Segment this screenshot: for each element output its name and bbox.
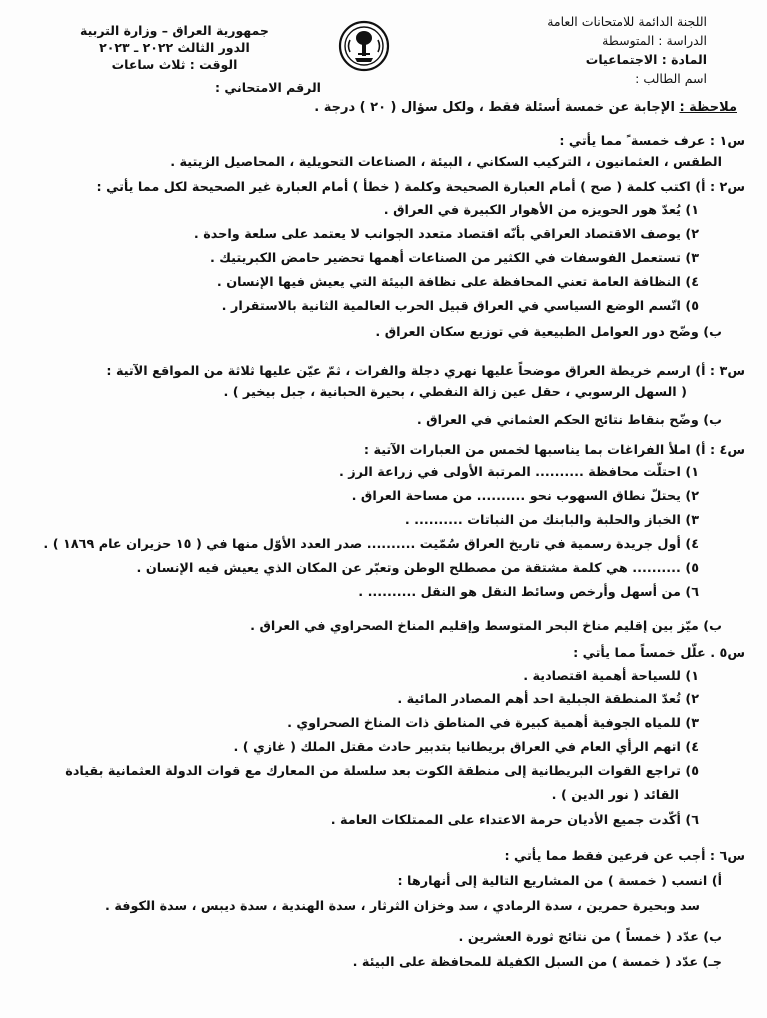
q5-item: ٤) اتهم الرأي العام في العراق بريطانيا بتدبير حادث مقتل الملك ( غازي ) . (233, 740, 699, 755)
q2-part-b: ب) وضّح دور العوامل الطبيعية في توزيع سكان العراق . (375, 325, 722, 340)
q2-item: ٣) تستعمل الفوسفات في الكثير من الصناعات أهمها تحضير حامض الكبريتيك . (209, 251, 699, 266)
country-ministry: جمهورية العراق – وزارة التربية (80, 23, 269, 38)
note (314, 100, 737, 115)
q3-sites: ( السهل الرسوبي ، حقل عين زالة النفطي ، بحيرة الحبانية ، جبل بيخير ) . (223, 385, 687, 400)
q6-title: س٦ : أجب عن فرعين فقط مما يأتي : (504, 849, 745, 864)
committee-name: اللجنة الدائمة للامتحانات العامة (547, 14, 707, 29)
q2-item: ١) يُعدّ هور الحويزه من الأهوار الكبيرة في العراق . (383, 203, 699, 218)
q5-item: ١) للسياحة أهمية اقتصادية . (523, 669, 699, 684)
emblem-icon (338, 20, 390, 72)
q2-item: ٢) يوصف الاقتصاد العراقي بأنّه اقتصاد متعدد الجوانب لا يعتمد على سلعة واحدة . (193, 227, 699, 242)
q4-title: س٤ : أ) املأ الفراغات بما يناسبها لخمس من العبارات الآتية : (363, 443, 745, 458)
q5-item: ٢) تُعدّ المنطقة الجبلية احد أهم المصادر المائية . (397, 692, 699, 707)
q3-part-b: ب) وضّح بنقاط نتائج الحكم العثماني في العراق . (416, 413, 722, 428)
subject: المادة : الاجتماعيات (585, 52, 707, 67)
exam-time: الوقت : ثلاث ساعات (111, 57, 238, 72)
q2-title: س٢ : أ) اكتب كلمة ( صح ) أمام العبارة الصحيحة وكلمة ( خطأ ) أمام العبارة غير الصحيحة لكل مما يأتي : (96, 180, 745, 195)
exam-number-label: الرقم الامتحاني : (215, 80, 321, 95)
q5-item: ٦) أكّدت جميع الأديان حرمة الاعتداء على الممتلكات العامة . (330, 813, 699, 828)
note-label: ملاحظة : (679, 100, 737, 115)
q5-item: ٣) للمياه الجوفية أهمية كبيرة في المناطق ذات المناخ الصحراوي . (287, 716, 699, 731)
q4-item: ٣) الخباز والحلبة والبابنك من النباتات .......... . (404, 513, 699, 528)
q6-part-a-list: سد وبحيرة حمرين ، سدة الرمادي ، سد وخزان الثرثار ، سدة الهندية ، سدة ديبس ، سدة الكوفة . (105, 899, 700, 914)
q1-title: س١ : عرف خمسة ً مما يأتي : (559, 134, 745, 149)
q4-item: ٤) أول جريدة رسمية في تاريخ العراق سُمّيت .......... صدر العدد الأوّل منها في ( ١٥ حزيران عام ١٨٦٩ ) . (43, 537, 699, 552)
header-right (547, 12, 707, 88)
q5-item-continued: القائد ( نور الدين ) . (551, 788, 679, 803)
q4-item: ٥) .......... هي كلمة مشتقة من مصطلح الوطن وتعبّر عن المكان الذي يعيش فيه الإنسان . (136, 561, 699, 576)
exam-round: الدور الثالث ٢٠٢٢ ـ ٢٠٢٣ (99, 40, 250, 55)
q3-title: س٣ : أ) ارسم خريطة العراق موضحاً عليها نهري دجلة والفرات ، ثمّ عيّن عليها ثلاثة من المواقع الآتية : (106, 364, 745, 379)
note-text: الإجابة عن خمسة أسئلة فقط ، ولكل سؤال ( ٢٠ ) درجة . (314, 100, 675, 115)
q6-part-c: جـ) عدّد ( خمسة ) من السبل الكفيلة للمحافظة على البيئة . (352, 955, 722, 970)
q6-part-a: أ) انسب ( خمسة ) من المشاريع التالية إلى أنهارها : (397, 874, 722, 889)
q5-item: ٥) تراجع القوات البريطانية إلى منطقة الكوت بعد سلسلة من المعارك مع قوات الدولة العثمانية بقيادة (65, 764, 699, 779)
q2-item: ٤) النظافة العامة تعني المحافظة على نظافة البيئة التي يعيش فيها الإنسان . (216, 275, 699, 290)
q4-item: ٦) من أسهل وأرخص وسائط النقل هو النقل .......... . (358, 585, 699, 600)
q1-terms: الطقس ، العثمانيون ، التركيب السكاني ، البيئة ، الصناعات التحويلية ، المحاصيل الزيتية . (170, 155, 722, 170)
q4-item: ١) احتلّت محافظة .......... المرتبة الأولى في زراعة الرز . (338, 465, 699, 480)
q4-part-b: ب) ميّز بين إقليم مناخ البحر المتوسط وإقليم المناخ الصحراوي في العراق . (250, 619, 722, 634)
q2-item: ٥) اتّسم الوضع السياسي في العراق قبيل الحرب العالمية الثانية بالاستقرار . (221, 299, 699, 314)
header-left (80, 22, 269, 73)
study-level: الدراسة : المتوسطة (602, 33, 707, 48)
q4-item: ٢) يحتلّ نطاق السهوب نحو .......... من مساحة العراق . (351, 489, 699, 504)
q6-part-b: ب) عدّد ( خمساً ) من نتائج ثورة العشرين . (458, 930, 722, 945)
student-name-label: اسم الطالب : (635, 71, 707, 86)
q5-title: س٥ . علّل خمساً مما يأتي : (573, 646, 745, 661)
